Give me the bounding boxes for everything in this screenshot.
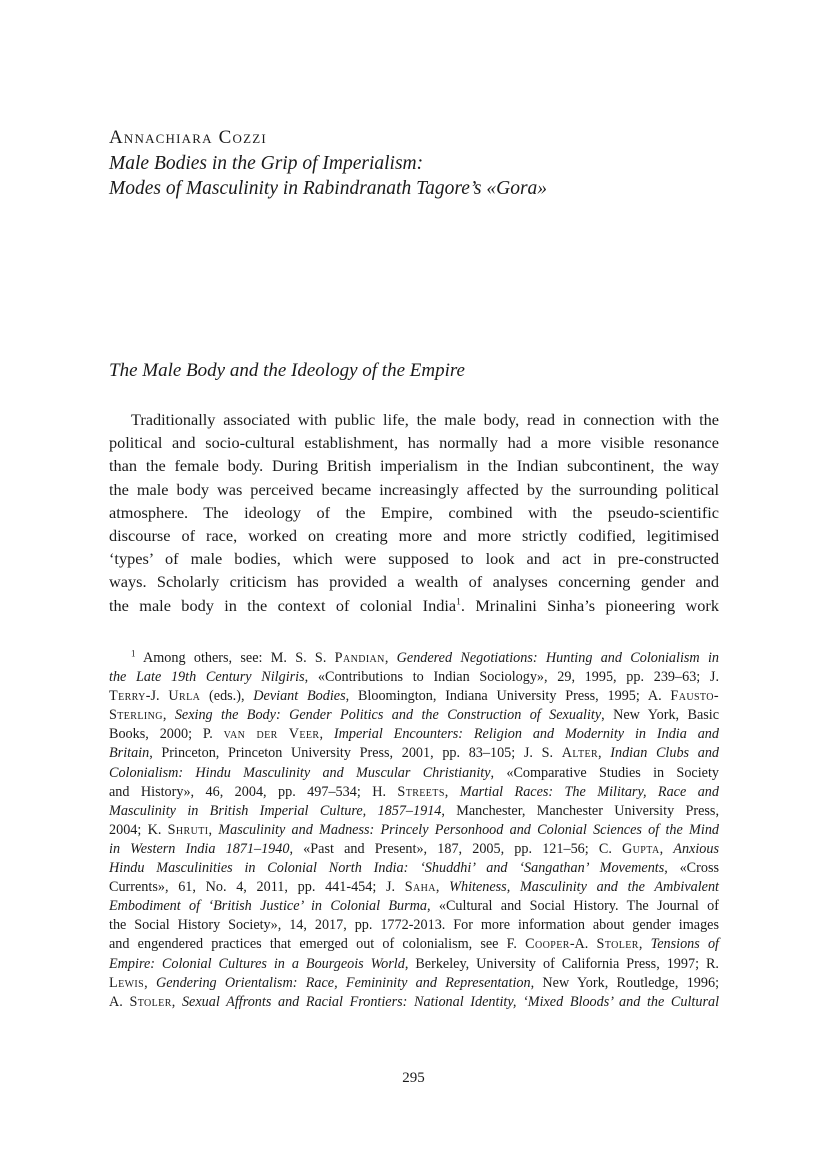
footnote-text: -A. [569, 936, 597, 953]
work-title: Masculinity in British Imperial Culture, 1857–1914 [109, 802, 442, 819]
body-line: atmosphere. The ideology of the Empire, combined with the pseudo-scientific [109, 502, 719, 522]
footnote-text: , Princeton, Princeton University Press, 2001, pp. 83–105; J. S. [149, 745, 562, 762]
footnote-text: , New York, Routledge, 1996; [530, 974, 720, 991]
footnote-text: , [144, 974, 156, 991]
author-surname: Sterling [109, 707, 163, 724]
footnote-text: -J. [145, 688, 169, 705]
footnote-line [109, 974, 719, 993]
footnote-text: , [162, 707, 175, 724]
footnote-line [109, 935, 719, 954]
author-surname: Urla [168, 688, 201, 705]
body-line: discourse of race, worked on creating more and more strictly codified, legitimised [109, 526, 719, 546]
work-title: Imperial Encounters: Religion and Modernity in India and [333, 726, 719, 743]
body-line: ‘types’ of male bodies, which were supposed to look and act in pre-constructed [109, 549, 719, 569]
footnote [109, 649, 719, 1012]
work-title: the Late 19th Century Nilgiris [109, 669, 305, 686]
footnote-text: and History», 46, 2004, pp. 497–534; H. [109, 783, 398, 800]
footnote-line [109, 821, 719, 840]
work-title: Anxious [673, 840, 719, 857]
author-surname: Cooper [525, 936, 570, 953]
author-surname: Pandian [334, 650, 385, 666]
footnote-text: , [444, 783, 460, 800]
body-line: than the female body. During British imperialism in the Indian subcontinent, the way [109, 456, 719, 476]
body-line-text: the male body in the context of colonial India [109, 595, 457, 615]
footnote-text: Books, 2000; P. [109, 726, 224, 743]
body-line [109, 594, 719, 617]
footnote-text: , Manchester, Manchester University Press, [441, 802, 719, 819]
author-surname: Lewis [109, 974, 145, 991]
body-paragraph [109, 408, 719, 617]
author-surname: Saha [404, 879, 436, 896]
work-title: Sexing the Body: Gender Politics and the Construction of Sexuality [174, 707, 602, 724]
footnote-text: , [384, 650, 397, 666]
footnote-text: and engendered practices that emerged out of colonialism, see F. [109, 936, 526, 953]
footnote-marker: 1 [131, 648, 136, 659]
footnote-line [109, 783, 719, 802]
work-title: Hindu Masculinities in Colonial North India: ‘Shuddhi’ and ‘Sangathan’ Movements [109, 860, 665, 877]
work-title: Sexual Affronts and Racial Frontiers: National Identity, ‘Mixed Bloods’ and the Cultural [181, 993, 720, 1010]
footnote-line [109, 687, 719, 706]
author-surname: Stoler [596, 936, 639, 953]
footnote-text: , New York, Basic [601, 707, 720, 724]
footnote-line [109, 859, 719, 878]
footnote-text: , Berkeley, University of California Press, 1997; R. [404, 955, 719, 972]
author-surname: Gupta [622, 840, 660, 857]
title-line: Modes of Masculinity in Rabindranath Tagore’s «Gora» [109, 178, 548, 199]
footnote-line [109, 764, 719, 783]
work-title: Gendered Negotiations: Hunting and Colonialism in [396, 650, 719, 666]
footnote-line [109, 668, 719, 687]
footnote-line [109, 955, 719, 974]
footnote-text: Among others, see: M. S. S. [135, 650, 335, 666]
author-surname: van der Veer [223, 726, 320, 743]
footnote-text: (eds.), [200, 688, 254, 705]
work-title: in Western India 1871–1940 [109, 840, 290, 857]
footnote-reference[interactable]: 1 [456, 597, 461, 608]
footnote-line [109, 840, 719, 859]
footnote-line [109, 993, 719, 1012]
author-surname: Terry [109, 688, 146, 705]
body-line-text: . Mrinalini Sinha’s pioneering work [460, 595, 719, 615]
footnote-line [109, 897, 719, 916]
footnote-text: , [638, 936, 651, 953]
author-surname: Streets [397, 783, 445, 800]
footnote-line [109, 725, 719, 744]
footnote-line [109, 744, 719, 763]
page-number: 295 [402, 1070, 425, 1086]
body-line: Traditionally associated with public life, the male body, read in connection with the [131, 410, 719, 429]
footnote-line [109, 802, 719, 821]
footnote-line: the Social History Society», 14, 2017, pp. 1772-2013. For more information about gender images [109, 917, 719, 934]
work-title: Masculinity and Madness: Princely Personhood and Colonial Sciences of the Mind [218, 821, 720, 838]
footnote-text: , [659, 840, 674, 857]
work-title: Whiteness, Masculinity and the Ambivalent [449, 879, 719, 896]
footnote-text: , [598, 745, 611, 762]
footnote-text: , «Comparative Studies in Society [490, 764, 719, 781]
work-title: Britain [109, 745, 150, 762]
footnote-text: , «Cross [664, 860, 719, 877]
footnote-text: , «Contributions to Indian Sociology», 29, 1995, pp. 239–63; J. [304, 669, 719, 686]
footnote-line [109, 649, 719, 668]
footnote-text: , [171, 993, 182, 1010]
author-surname: Fausto- [670, 688, 719, 705]
footnote-text: , «Past and Present», 187, 2005, pp. 121–56; C. [289, 840, 623, 857]
body-line: ways. Scholarly criticism has provided a wealth of analyses concerning gender and [109, 572, 719, 592]
author-surname: Alter [561, 745, 599, 762]
author-surname: Shruti [167, 821, 209, 838]
footnote-text: , Bloomington, Indiana University Press, 1995; A. [345, 688, 671, 705]
body-line: the male body was perceived became increasingly affected by the surrounding political [109, 479, 719, 499]
footnote-line [109, 878, 719, 897]
work-title: Embodiment of ‘British Justice’ in Colonial Burma [109, 898, 427, 915]
footnote-text: , «Cultural and Social History. The Journal of [426, 898, 719, 915]
footnote-text: , [208, 821, 219, 838]
footnote-text: Currents», 61, No. 4, 2011, pp. 441-454; J. [109, 879, 405, 896]
footnote-text: , [435, 879, 450, 896]
work-title: Colonialism: Hindu Masculinity and Muscular Christianity [109, 764, 491, 781]
title-line: Male Bodies in the Grip of Imperialism: [109, 153, 424, 174]
work-title: Tensions of [650, 936, 720, 953]
work-title: Martial Races: The Military, Race and [459, 783, 719, 800]
article-title [109, 151, 749, 201]
work-title: Indian Clubs and [610, 745, 720, 762]
footnote-line [109, 706, 719, 725]
footnote-text: 2004; K. [109, 821, 168, 838]
section-heading: The Male Body and the Ideology of the Empire [109, 360, 465, 381]
author-surname: Stoler [129, 993, 172, 1010]
body-line: political and socio-cultural establishment, has normally had a more visible resonance [109, 433, 719, 453]
author-name: Annachiara Cozzi [109, 127, 267, 148]
footnote-text: A. [109, 993, 130, 1010]
work-title: Gendering Orientalism: Race, Femininity and Representation [155, 974, 531, 991]
work-title: Empire: Colonial Cultures in a Bourgeois World [109, 955, 405, 972]
footnote-text: , [319, 726, 334, 743]
work-title: Deviant Bodies [253, 688, 346, 705]
